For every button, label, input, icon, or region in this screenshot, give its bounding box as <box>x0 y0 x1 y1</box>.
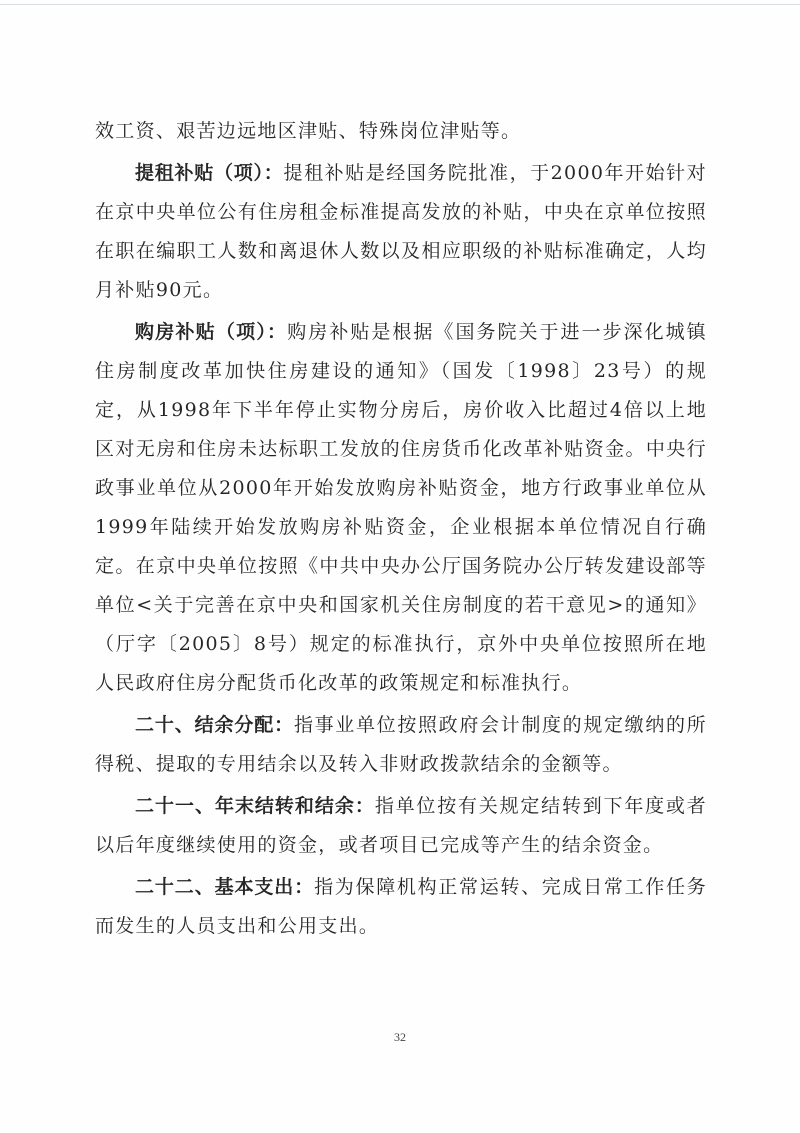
paragraph-term: 二十、结余分配： <box>135 714 294 736</box>
top-edge-rule <box>0 4 800 5</box>
paragraph-surplus-distribution <box>95 706 707 784</box>
paragraph-rent-subsidy <box>95 154 707 310</box>
paragraph-text: 指单位按有关规定结转到下年度或者以后年度继续使用的资金，或者项目已完成等产生的结余资金。 <box>95 795 707 856</box>
paragraph-text: 指为保障机构正常运转、完成日常工作任务而发生的人员支出和公用支出。 <box>95 876 707 937</box>
paragraph-text: 购房补贴是根据《国务院关于进一步深化城镇住房制度改革加快住房建设的通知》（国发〔1998〕23号）的规定，从1998年下半年停止实物分房后，房价收入比超过4倍以上地区对无房和住房未达标职工发放的住房货币化改革补贴资金。中央行政事业单位从2000年开始发放购房补贴资金，地方行政事业单位从1999年陆续开始发放购房补贴资金，企业根据本单位情况自行确定。在京中央单位按照《中共中央办公厅国务院办公厅转发建设部等单位<关于完善在京中央和国家机关住房制度的若干意见>的通知》（厅字〔2005〕8号）规定的标准执行，京外中央单位按照所在地人民政府住房分配货币化改革的政策规定和标准执行。 <box>95 321 707 694</box>
page-number: 32 <box>394 1030 406 1044</box>
paragraph-term: 提租补贴（项）： <box>135 162 284 184</box>
paragraph-term: 购房补贴（项）： <box>135 321 288 343</box>
paragraph-text: 效工资、艰苦边远地区津贴、特殊岗位津贴等。 <box>95 120 522 142</box>
paragraph-housing-subsidy <box>95 313 707 703</box>
paragraph-term: 二十二、基本支出： <box>135 876 315 898</box>
document-body <box>95 112 707 949</box>
paragraph-basic-expenditure <box>95 868 707 946</box>
paragraph-text: 指事业单位按照政府会计制度的规定缴纳的所得税、提取的专用结余以及转入非财政拨款结余的金额等。 <box>95 714 707 775</box>
paragraph-year-end-balance <box>95 787 707 865</box>
paragraph-term: 二十一、年末结转和结余： <box>135 795 375 817</box>
paragraph-continuation <box>95 112 707 151</box>
paragraph-text: 提租补贴是经国务院批准，于2000年开始针对在京中央单位公有住房租金标准提高发放的补贴，中央在京单位按照在职在编职工人数和离退休人数以及相应职级的补贴标准确定，人均月补贴90元。 <box>95 162 707 301</box>
